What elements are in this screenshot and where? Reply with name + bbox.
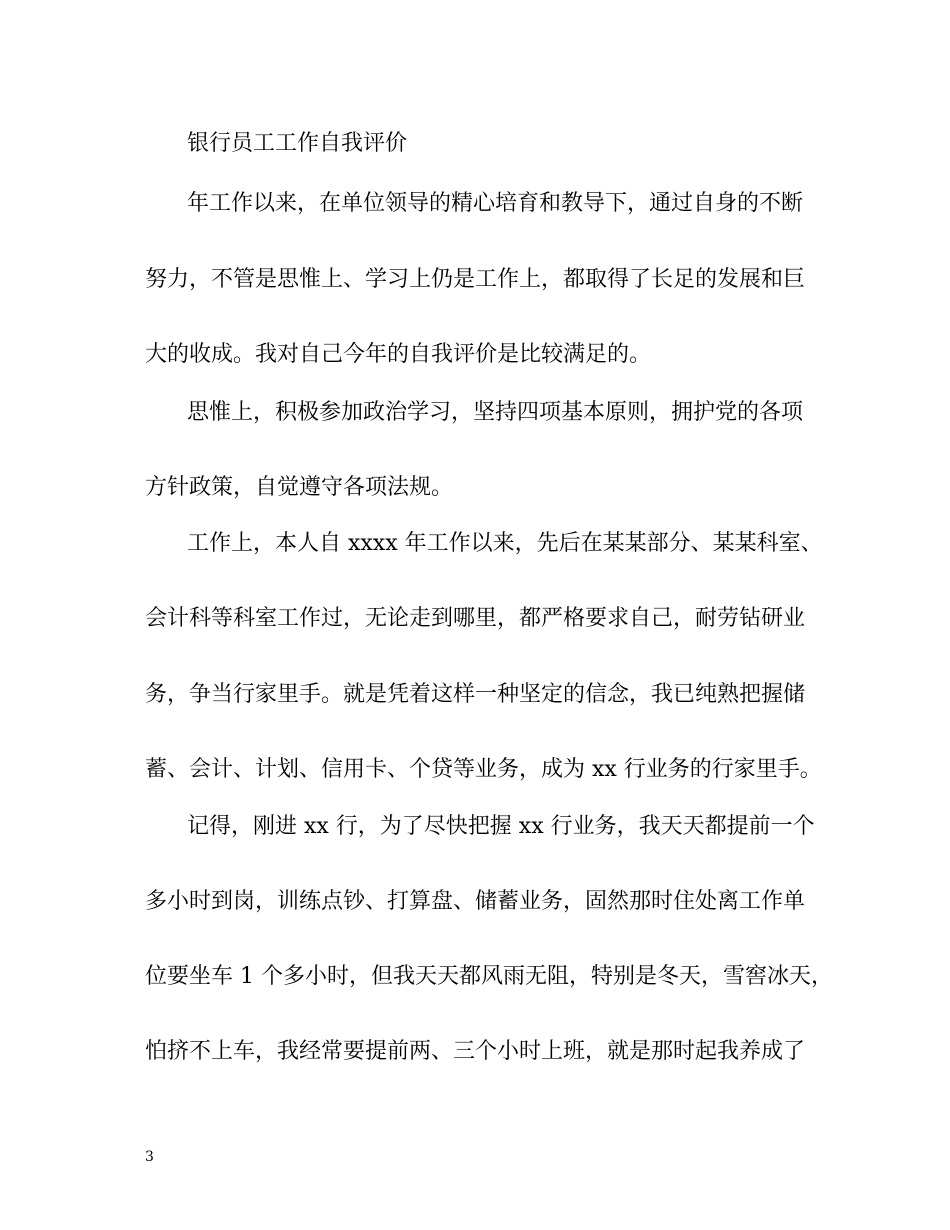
paragraph-line: 年工作以来，在单位领导的精心培育和教导下，通过自身的不断	[187, 191, 804, 216]
paragraph-line: 努力，不管是思惟上、学习上仍是工作上，都取得了长足的发展和巨	[145, 267, 806, 292]
paragraph-line: 会计科等科室工作过，无论走到哪里，都严格要求自己，耐劳钻研业	[145, 606, 806, 631]
paragraph-line: 多小时到岗，训练点钞、打算盘、储蓄业务，固然那时住处离工作单	[145, 889, 806, 914]
paragraph-line: 务，争当行家里手。就是凭着这样一种坚定的信念，我已纯熟把握储	[145, 682, 806, 707]
paragraph-line: 记得，刚进 xx 行，为了尽快把握 xx 行业务，我天天都提前一个	[187, 814, 815, 839]
paragraph-line: 方针政策，自觉遵守各项法规。	[145, 475, 454, 500]
paragraph-line: 怕挤不上车，我经常要提前两、三个小时上班，就是那时起我养成了	[145, 1039, 806, 1064]
paragraph-line: 思惟上，积极参加政治学习，坚持四项基本原则，拥护党的各项	[187, 400, 804, 425]
paragraph-line: 大的收成。我对自己今年的自我评价是比较满足的。	[145, 342, 652, 367]
document-title: 银行员工工作自我评价	[187, 131, 408, 156]
paragraph-line: 工作上，本人自 xxxx 年工作以来，先后在某某部分、某某科室、	[187, 531, 823, 556]
page-number: 3	[145, 1149, 154, 1165]
paragraph-line: 位要坐车 1 个多小时，但我天天都风雨无阻，特别是冬天，雪窖冰天，	[145, 964, 833, 989]
paragraph-line: 蓄、会计、计划、信用卡、个贷等业务，成为 xx 行业务的行家里手。	[145, 757, 822, 782]
